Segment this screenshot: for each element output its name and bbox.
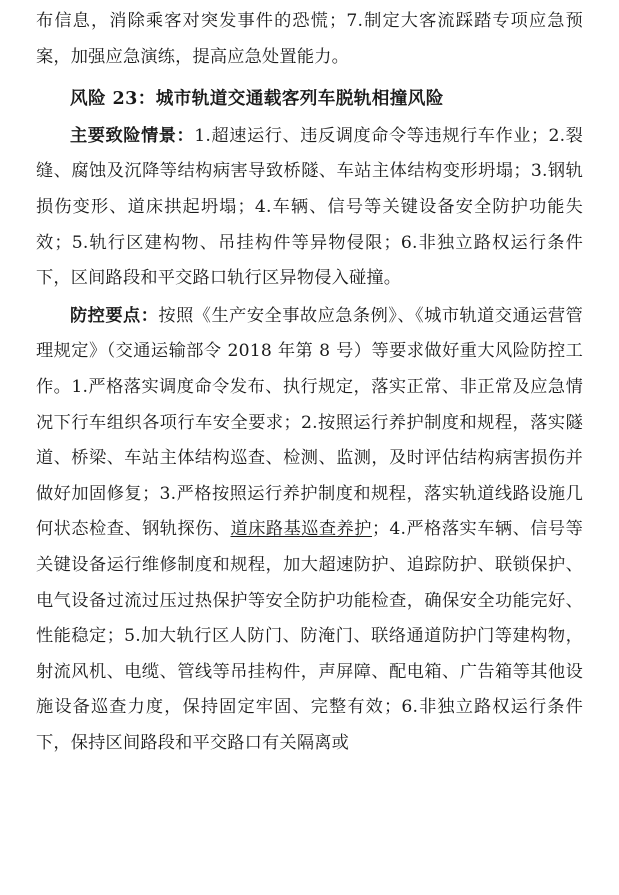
paragraph-continuation: 布信息，消除乘客对突发事件的恐慌；7.制定大客流踩踏专项应急预案，加强应急演练，提高应急处置能力。 (36, 11, 583, 67)
section-main-risk-scenarios (36, 119, 583, 297)
section-body-text-part1: 按照《生产安全事故应急条例》、《城市轨道交通运营管理规定》（交通运输部令 2018 年第 8 号）等要求做好重大风险防控工作。1.严格落实调度命令发布、执行规定，落实正常、非正常及应急情况下行车组织各项行车安全要求；2.按照运行养护制度和规程，落实隧道、桥梁、车站主体结构巡查、检测、监测，及时评估结构病害损伤并做好加固修复；3.严格按照运行养护制度和规程，落实轨道线路设施几何状态检查、钢轨探伤、 (36, 305, 583, 540)
section-prevention-control-points (36, 299, 583, 762)
underlined-phrase: 道床路基巡查养护 (230, 519, 372, 540)
section-lead-label: 防控要点： (70, 305, 159, 326)
section-body-text: 1.超速运行、违反调度命令等违规行车作业；2.裂缝、腐蚀及沉降等结构病害导致桥隧、车站主体结构变形坍塌；3.钢轨损伤变形、道床拱起坍塌；4.车辆、信号等关键设备安全防护功能失效；5.轨行区建构物、吊挂构件等异物侵限；6.非独立路权运行条件下，区间路段和平交路口轨行区异物侵入碰撞。 (36, 125, 583, 289)
section-heading: 风险 23：城市轨道交通载客列车脱轨相撞风险 (70, 88, 444, 110)
section-body-text-part2: ；4.严格落实车辆、信号等关键设备运行维修制度和规程，加大超速防护、追踪防护、联锁保护、电气设备过流过压过热保护等安全防护功能检查，确保安全功能完好、性能稳定；5.加大轨行区人防门、防淹门、联络通道防护门等建构物，射流风机、电缆、管线等吊挂构件，声屏障、配电箱、广告箱等其他设施设备巡查力度，保持固定牢固、完整有效；6.非独立路权运行条件下，保持区间路段和平交路口有关隔离或 (36, 519, 583, 753)
section-lead-label: 主要致险情景： (70, 125, 195, 146)
